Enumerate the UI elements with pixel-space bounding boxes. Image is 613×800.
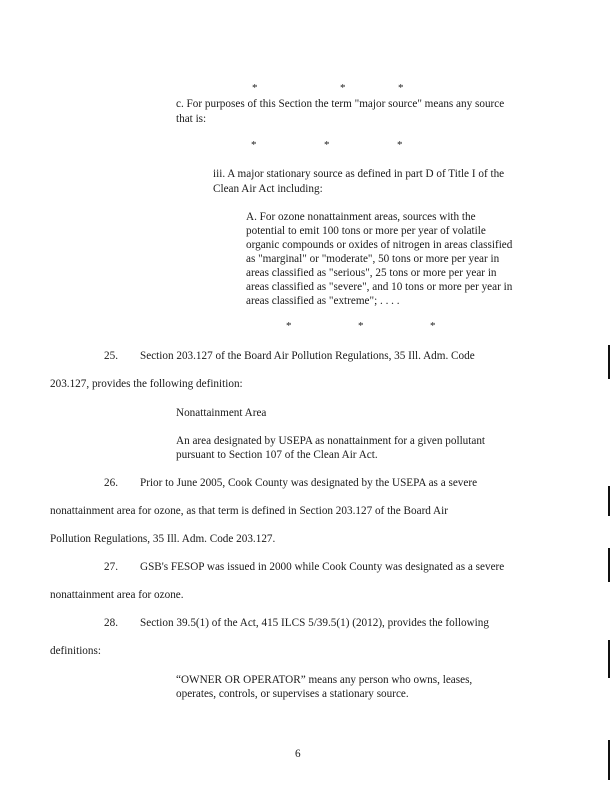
elision-asterisk: * [398,82,404,94]
elision-asterisk: * [430,320,436,332]
para27-line1: GSB's FESOP was issued in 2000 while Cook County was designated as a severe [140,561,505,573]
paragraph-number: 27. [104,561,118,573]
definition-text-line1: An area designated by USEPA as nonattainment for a given pollutant [176,435,486,447]
para26-line2: nonattainment area for ozone, as that term is defined in Section 203.127 of the Board Air [50,505,448,517]
para28-definition-line1: “OWNER OR OPERATOR” means any person who owns, leases, [176,674,473,686]
elision-asterisk: * [358,320,364,332]
paragraph-number: 25. [104,350,118,362]
quote-iii-line2: Clean Air Act including: [213,183,323,195]
quote-c-line2: that is: [176,113,207,125]
definition-term: Nonattainment Area [176,407,267,419]
quote-a-line: areas classified as "severe", and 10 tons or more per year in [246,281,513,293]
quote-iii-line1: iii. A major stationary source as defined in part D of Title I of the [213,168,505,180]
margin-revision-bar [608,640,610,678]
para28-definition-line2: operates, controls, or supervises a stationary source. [176,688,409,700]
quote-a-line: organic compounds or oxides of nitrogen in areas classified [246,239,513,251]
paragraph-number: 28. [104,617,118,629]
para25-line2: 203.127, provides the following definition: [50,378,243,390]
margin-revision-bar [608,548,610,582]
quote-c-line1: c. For purposes of this Section the term "major source" means any source [176,98,505,110]
margin-revision-bar [608,345,610,379]
quote-a-line: areas classified as "serious", 25 tons or more per year in [246,267,497,279]
para28-line2: definitions: [50,645,101,657]
para28-line1: Section 39.5(1) of the Act, 415 ILCS 5/39.5(1) (2012), provides the following [140,617,489,629]
elision-asterisk: * [251,139,257,151]
elision-asterisk: * [340,82,346,94]
quote-a-line: areas classified as "extreme"; . . . . [246,295,400,307]
quote-a-line: as "marginal" or "moderate", 50 tons or more per year in [246,253,500,265]
para27-line2: nonattainment area for ozone. [50,589,184,601]
para26-line1: Prior to June 2005, Cook County was designated by the USEPA as a severe [140,477,478,489]
elision-asterisk: * [252,82,258,94]
quote-a-line: A. For ozone nonattainment areas, sources with the [246,211,476,223]
para26-line3: Pollution Regulations, 35 Ill. Adm. Code 203.127. [50,533,276,545]
para25-line1: Section 203.127 of the Board Air Pollution Regulations, 35 Ill. Adm. Code [140,350,475,362]
paragraph-number: 26. [104,477,118,489]
page-number: 6 [295,748,301,760]
definition-text-line2: pursuant to Section 107 of the Clean Air Act. [176,449,378,461]
elision-asterisk: * [397,139,403,151]
margin-revision-bar [608,740,610,780]
margin-revision-bar [608,486,610,516]
quote-a-line: potential to emit 100 tons or more per year of volatile [246,225,486,237]
elision-asterisk: * [286,320,292,332]
elision-asterisk: * [324,139,330,151]
